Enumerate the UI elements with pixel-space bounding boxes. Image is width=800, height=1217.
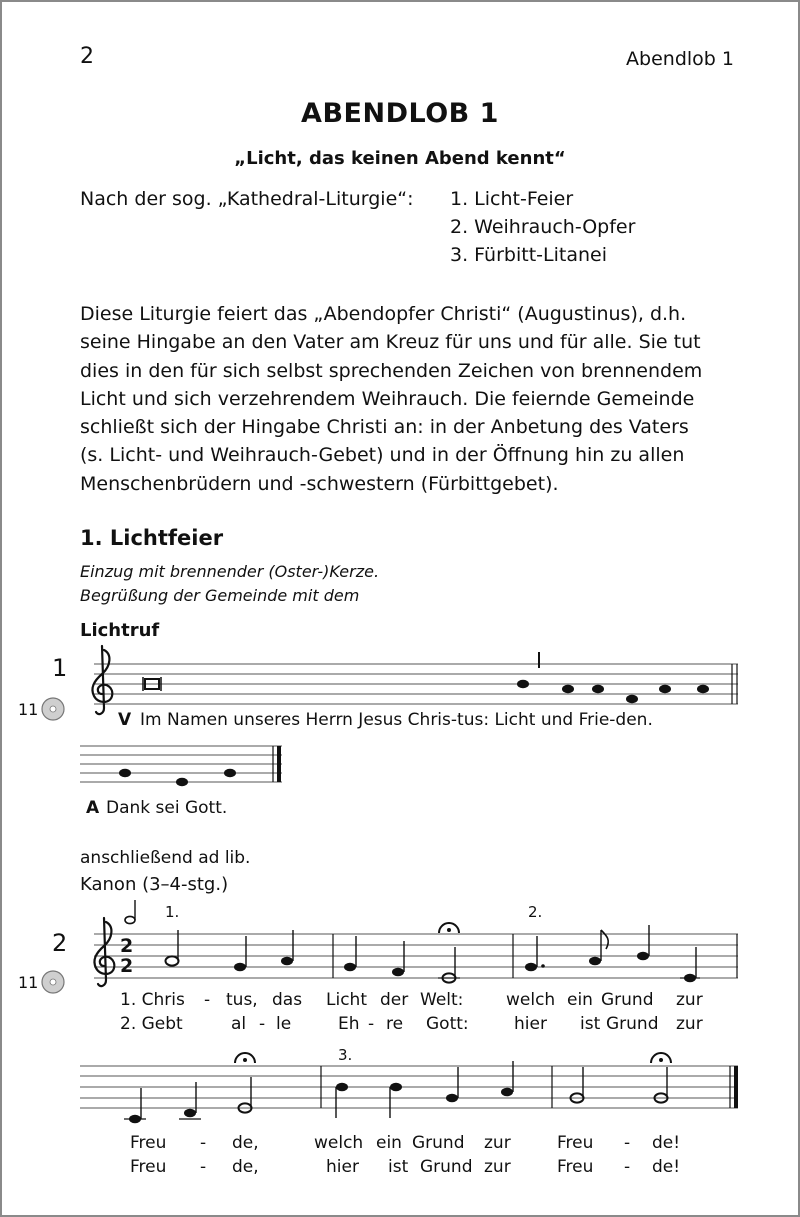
lyric-syllable: Grund [601, 990, 654, 1010]
running-head: Abendlob 1 [626, 48, 734, 70]
response-marker: A [86, 798, 100, 818]
lyric-syllable: Eh [338, 1014, 360, 1034]
cd-icon [42, 698, 64, 720]
lyric-syllable: le [276, 1014, 292, 1034]
lyric-syllable: Grund [420, 1157, 473, 1177]
paragraph-line: dies in den für sich selbst sprechenden Zeichen von brennendem [80, 359, 703, 382]
lyric-syllable: - [204, 990, 211, 1010]
song-number: 2 [52, 929, 68, 957]
cd-icon [42, 971, 64, 993]
staff-song2-line2 [80, 1053, 738, 1123]
order-item-3: 3. Fürbitt-Litanei [450, 244, 607, 266]
paragraph-line: seine Hingabe an den Vater am Kreuz für uns und für alle. Sie tut [80, 331, 701, 354]
section-heading: 1. Lichtfeier [80, 526, 224, 550]
paragraph-line: Licht und sich verzehrendem Weihrauch. Die feiernde Gemeinde [80, 387, 695, 410]
cd-track-number: 11 [18, 973, 39, 992]
staff-song1-line2 [80, 746, 282, 786]
lyric-syllable: das [272, 990, 303, 1010]
lyric-syllable: Grund [412, 1133, 465, 1153]
lyric-syllable: al [231, 1014, 247, 1034]
order-intro: Nach der sog. „Kathedral-Liturgie“: [80, 188, 414, 210]
response-text: Dank sei Gott. [106, 798, 228, 818]
lyric-syllable: Grund [606, 1014, 659, 1034]
lyric-syllable: hier [326, 1157, 359, 1177]
staff-song1-line1 [92, 646, 738, 714]
lyric-syllable: - [624, 1133, 631, 1153]
lyric-syllable: ein [567, 990, 593, 1010]
lyric-syllable: welch [314, 1133, 364, 1153]
rubric-line: Begrüßung der Gemeinde mit dem [80, 586, 360, 605]
canon-entry-mark: 1. [165, 903, 180, 921]
lyric-syllable: Freu [557, 1133, 594, 1153]
lyric-syllable: welch [506, 990, 556, 1010]
lyric-syllable: zur [676, 1014, 703, 1034]
lyric-syllable: - [624, 1157, 631, 1177]
order-item-1: 1. Licht-Feier [450, 188, 574, 210]
lyric-syllable: de, [232, 1157, 259, 1177]
page-number: 2 [80, 44, 94, 69]
svg-text:2: 2 [120, 955, 134, 977]
lyric-syllable: ist [388, 1157, 409, 1177]
kanon-label: Kanon (3–4-stg.) [80, 874, 229, 895]
staff-song2-line1 [94, 900, 738, 986]
lyric-syllable: Freu [130, 1157, 167, 1177]
lyric-syllable: der [380, 990, 409, 1010]
lyric-syllable: 1. Chris [120, 990, 185, 1010]
lyric-syllable: Gott: [426, 1014, 469, 1034]
svg-text:2: 2 [120, 935, 134, 957]
lyric-syllable: 2. Gebt [120, 1014, 183, 1034]
paragraph-line: Menschenbrüdern und -schwestern (Fürbittgebet). [80, 472, 559, 495]
verse-marker: V [118, 710, 132, 730]
lyric-syllable: - [200, 1133, 207, 1153]
lyric-syllable: ein [376, 1133, 402, 1153]
ad-lib-note: anschließend ad lib. [80, 848, 251, 868]
lyric-syllable: - [368, 1014, 375, 1034]
verse-text: Im Namen unseres Herrn Jesus Chris-tus: Licht und Frie-den. [140, 710, 653, 730]
canon-entry-mark: 2. [528, 903, 543, 921]
paragraph-line: Diese Liturgie feiert das „Abendopfer Christi“ (Augustinus), d.h. [80, 303, 687, 325]
lyric-syllable: de, [232, 1133, 259, 1153]
lyric-syllable: Welt: [420, 990, 464, 1010]
rubric-line: Einzug mit brennender (Oster-)Kerze. [80, 562, 380, 581]
lyric-syllable: ist [580, 1014, 601, 1034]
lyric-syllable: - [200, 1157, 207, 1177]
cd-track-number: 11 [18, 700, 39, 719]
lyric-syllable: re [386, 1014, 404, 1034]
lyric-syllable: - [259, 1014, 266, 1034]
lyric-syllable: de! [652, 1157, 681, 1177]
lyric-syllable: zur [676, 990, 703, 1010]
lichtruf-label: Lichtruf [80, 620, 160, 641]
page-title: ABENDLOB 1 [301, 98, 499, 129]
paragraph-line: schließt sich der Hingabe Christi an: in der Anbetung des Vaters [80, 416, 689, 439]
lyric-syllable: Freu [557, 1157, 594, 1177]
lyric-syllable: zur [484, 1133, 511, 1153]
lyric-syllable: hier [514, 1014, 547, 1034]
order-item-2: 2. Weihrauch-Opfer [450, 216, 636, 238]
canon-entry-mark: 3. [338, 1046, 353, 1064]
lyric-syllable: zur [484, 1157, 511, 1177]
page-subtitle: „Licht, das keinen Abend kennt“ [234, 148, 566, 169]
lyric-syllable: tus, [226, 990, 258, 1010]
paragraph-line: (s. Licht- und Weihrauch-Gebet) und in der Öffnung hin zu allen [80, 444, 685, 467]
song-number: 1 [52, 654, 68, 682]
lyric-syllable: de! [652, 1133, 681, 1153]
lyric-syllable: Freu [130, 1133, 167, 1153]
lyric-syllable: Licht [326, 990, 367, 1010]
